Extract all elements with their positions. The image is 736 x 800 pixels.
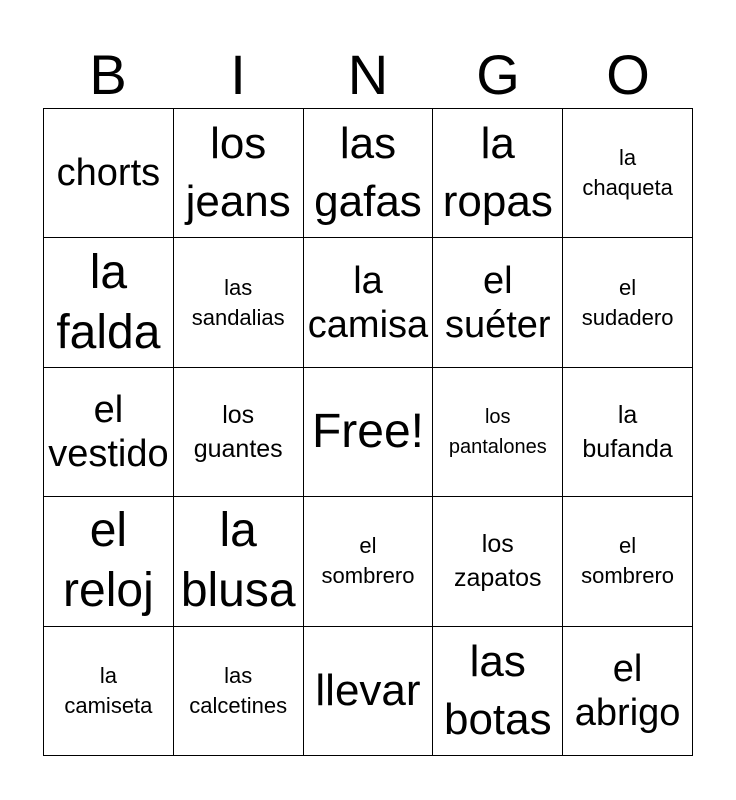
bingo-cell-text: los zapatos <box>454 530 542 593</box>
header-letter-b: B <box>89 43 127 106</box>
bingo-cell-text: el reloj <box>63 504 154 618</box>
bingo-cell-text: Free! <box>311 404 424 458</box>
bingo-cell[interactable] <box>433 109 563 238</box>
bingo-cell-text: las calcetines <box>189 662 288 718</box>
bingo-cell[interactable] <box>433 627 563 756</box>
bingo-cell-text: el sombrero <box>581 533 675 589</box>
bingo-cell[interactable] <box>563 497 693 626</box>
header-letter-o: O <box>606 43 650 106</box>
bingo-cell-text: llevar <box>315 665 421 715</box>
bingo-cell-text: las gafas <box>314 119 422 227</box>
bingo-cell-text: la ropas <box>442 119 553 227</box>
bingo-cell[interactable] <box>174 109 304 238</box>
bingo-cell-text: las botas <box>443 636 552 744</box>
bingo-cell-text: los jeans <box>185 119 291 227</box>
bingo-cell[interactable] <box>44 627 174 756</box>
bingo-cell-text: los pantalones <box>448 405 547 458</box>
bingo-cell[interactable] <box>433 238 563 367</box>
bingo-cell[interactable] <box>563 368 693 497</box>
bingo-cell-text: la falda <box>56 245 161 359</box>
bingo-cell[interactable] <box>304 109 434 238</box>
bingo-cell-text: el sudadero <box>581 274 674 330</box>
bingo-cell[interactable] <box>433 368 563 497</box>
bingo-cell[interactable] <box>304 627 434 756</box>
bingo-cell[interactable] <box>174 497 304 626</box>
bingo-cell-text: el vestido <box>48 388 169 475</box>
bingo-cell[interactable] <box>44 238 174 367</box>
bingo-cell-text: el abrigo <box>574 647 681 734</box>
bingo-grid <box>43 108 693 756</box>
header-letter-i: I <box>230 43 246 106</box>
bingo-cell[interactable] <box>433 497 563 626</box>
bingo-cell-text: las sandalias <box>191 274 285 330</box>
bingo-cell-text: el suéter <box>444 259 551 346</box>
bingo-cell[interactable] <box>44 497 174 626</box>
bingo-cell[interactable] <box>563 627 693 756</box>
bingo-cell[interactable] <box>563 238 693 367</box>
bingo-cell[interactable] <box>563 109 693 238</box>
bingo-cell[interactable] <box>44 109 174 238</box>
bingo-cell[interactable] <box>174 368 304 497</box>
bingo-cell[interactable] <box>304 368 434 497</box>
bingo-cell[interactable] <box>304 238 434 367</box>
bingo-cell-text: la camiseta <box>64 662 153 718</box>
bingo-cell[interactable] <box>304 497 434 626</box>
bingo-cell-text: la bufanda <box>582 400 673 463</box>
bingo-cell-text: chorts <box>56 152 161 195</box>
bingo-cell-text: la camisa <box>307 259 429 346</box>
bingo-cell[interactable] <box>174 238 304 367</box>
bingo-cell-text: la chaqueta <box>582 145 673 201</box>
bingo-cell-text: la blusa <box>180 504 296 618</box>
bingo-cell[interactable] <box>174 627 304 756</box>
bingo-cell-text: los guantes <box>193 400 283 463</box>
bingo-header <box>43 42 693 108</box>
header-letter-g: G <box>476 43 520 106</box>
bingo-cell[interactable] <box>44 368 174 497</box>
header-letter-n: N <box>347 43 389 106</box>
bingo-cell-text: el sombrero <box>321 533 415 589</box>
